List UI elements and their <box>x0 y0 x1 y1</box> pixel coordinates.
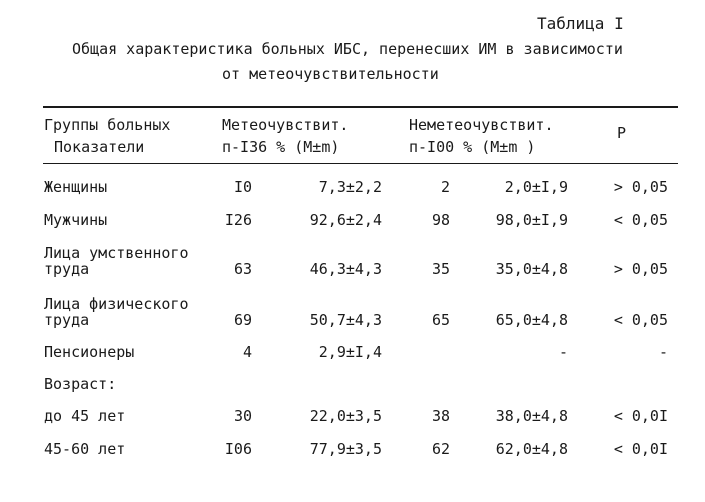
p-value: < 0,0I <box>613 407 668 425</box>
nonmeteo-count: 98 <box>431 211 450 229</box>
row-label: Возраст: <box>44 375 117 393</box>
nonmeteo-count: 2 <box>440 178 450 196</box>
nonmeteo-percent: 38,0±4,8 <box>495 407 568 425</box>
nonmeteo-percent: 65,0±4,8 <box>495 311 568 329</box>
p-value: > 0,05 <box>613 178 668 196</box>
p-value: - <box>658 343 668 361</box>
nonmeteo-count: 38 <box>431 407 450 425</box>
meteo-count: I06 <box>224 440 252 458</box>
header-p-value: P <box>617 124 627 142</box>
header-nonmeteo-line1: Неметеочувствит. <box>409 116 554 134</box>
p-value: < 0,05 <box>613 211 668 229</box>
meteo-count: 63 <box>233 260 252 278</box>
row-label: до 45 лет <box>44 407 126 425</box>
row-label: Лица умственного <box>44 244 189 262</box>
meteo-percent: 22,0±3,5 <box>309 407 382 425</box>
table-title-line1: Общая характеристика больных ИБС, перенесших ИМ в зависимости <box>72 40 623 58</box>
row-label: Мужчины <box>44 211 108 229</box>
row-label: Пенсионеры <box>44 343 135 361</box>
nonmeteo-percent: - <box>558 343 568 361</box>
header-meteo-line2: п-I36 % (M±m) <box>222 138 340 156</box>
meteo-count: 4 <box>242 343 252 361</box>
meteo-count: I26 <box>224 211 252 229</box>
nonmeteo-count: 35 <box>431 260 450 278</box>
nonmeteo-count: 62 <box>431 440 450 458</box>
nonmeteo-percent: 62,0±4,8 <box>495 440 568 458</box>
row-label: Лица физического <box>44 295 189 313</box>
p-value: < 0,05 <box>613 311 668 329</box>
table-header-rule <box>43 163 678 164</box>
meteo-percent: 46,3±4,3 <box>309 260 382 278</box>
meteo-percent: 77,9±3,5 <box>309 440 382 458</box>
p-value: > 0,05 <box>613 260 668 278</box>
nonmeteo-percent: 98,0±I,9 <box>495 211 568 229</box>
meteo-percent: 2,9±I,4 <box>318 343 382 361</box>
row-label-cont: труда <box>44 311 90 329</box>
header-group-line2: Показатели <box>54 138 145 156</box>
meteo-count: I0 <box>233 178 252 196</box>
row-label-cont: труда <box>44 260 90 278</box>
row-label: 45-60 лет <box>44 440 126 458</box>
meteo-count: 30 <box>233 407 252 425</box>
nonmeteo-percent: 2,0±I,9 <box>504 178 568 196</box>
nonmeteo-count: 65 <box>431 311 450 329</box>
meteo-percent: 92,6±2,4 <box>309 211 382 229</box>
nonmeteo-percent: 35,0±4,8 <box>495 260 568 278</box>
table-top-rule <box>43 106 678 108</box>
header-meteo-line1: Метеочувствит. <box>222 116 349 134</box>
meteo-percent: 7,3±2,2 <box>318 178 382 196</box>
header-group-line1: Группы больных <box>44 116 171 134</box>
p-value: < 0,0I <box>613 440 668 458</box>
meteo-percent: 50,7±4,3 <box>309 311 382 329</box>
table-label: Таблица I <box>537 14 624 33</box>
table-title-line2: от метеочувствительности <box>222 65 439 83</box>
row-label: Женщины <box>44 178 108 196</box>
header-nonmeteo-line2: п-I00 % (M±m ) <box>409 138 536 156</box>
meteo-count: 69 <box>233 311 252 329</box>
